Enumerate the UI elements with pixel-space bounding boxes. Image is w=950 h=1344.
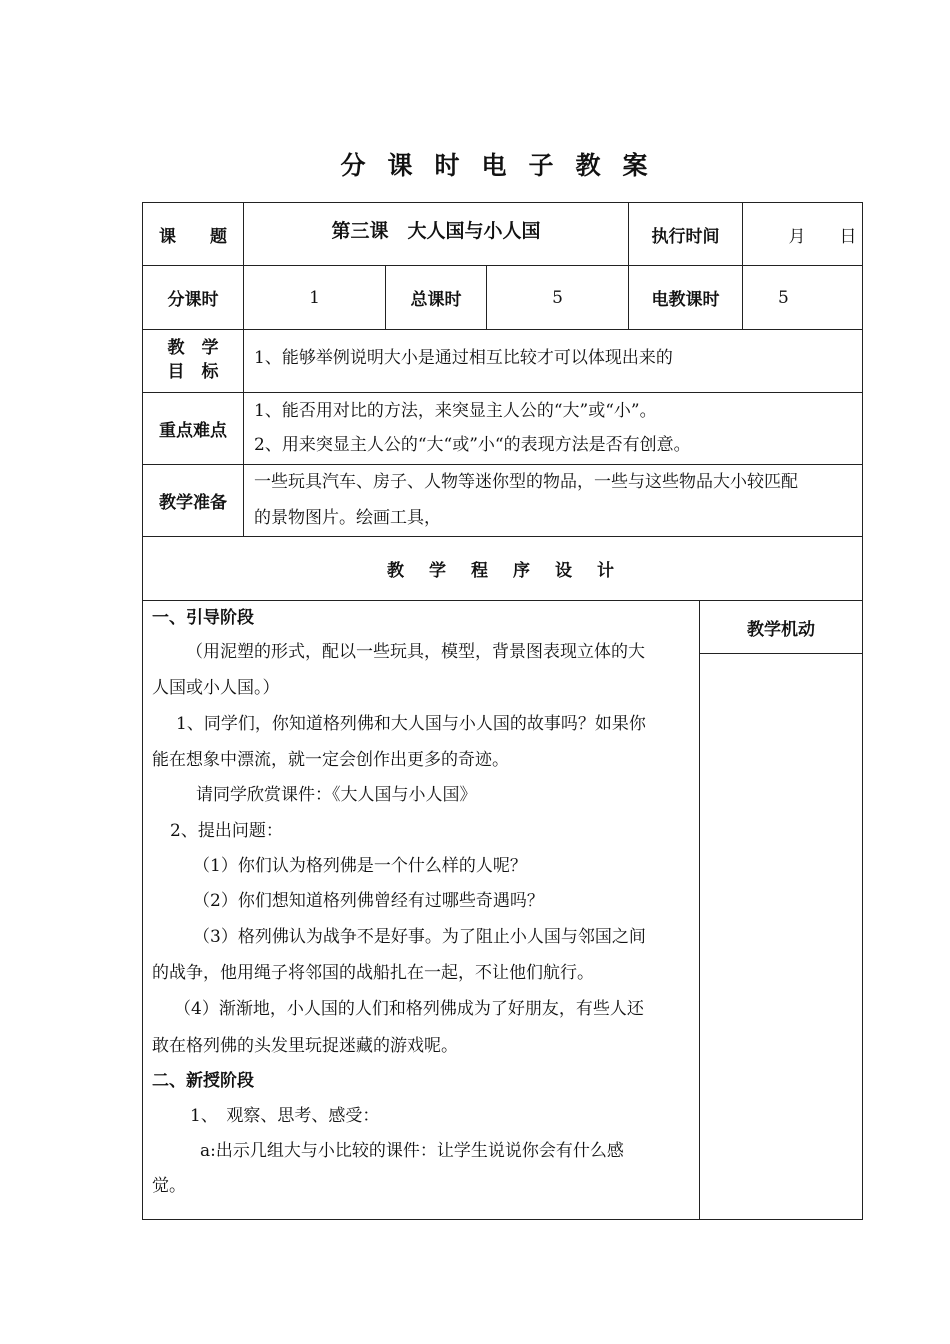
body-line: （3）格列佛认为战争不是好事。为了阻止小人国与邻国之间 [193,927,646,947]
body-line: 觉。 [152,1176,186,1196]
key-points-line-2: 2、用来突显主人公的“大“或”小“的表现方法是否有创意。 [254,435,691,455]
edu-hours-value: 5 [778,287,789,308]
body-line: 1、同学们，你知道格列佛和大人国与小人国的故事吗？如果你 [176,714,646,734]
exec-time-label: 执行时间 [651,226,720,247]
goals-label: 教 学 目 标 [167,338,219,382]
preparation-label: 教学准备 [159,493,227,513]
section-heading: 二、新授阶段 [152,1071,254,1091]
body-line: （2）你们想知道格列佛曾经有过哪些奇遇吗？ [193,891,544,911]
program-heading: 教 学 程 序 设 计 [387,561,618,581]
body-line: （用泥塑的形式，配以一些玩具，模型，背景图表现立体的大 [186,642,645,662]
topic-label: 课 题 [159,226,227,247]
body-line: 1、 观察、思考、感受： [190,1106,380,1126]
side-heading: 教学机动 [747,619,815,640]
section-heading: 一、引导阶段 [152,608,254,628]
edu-hours-label: 电教课时 [651,290,720,310]
body-line: 人国或小人国。） [152,678,280,698]
topic-value: 第三课 大人国与小人国 [331,219,541,242]
key-points-line-1: 1、能否用对比的方法，来突显主人公的“大”或“小”。 [254,401,657,421]
lesson-hours-value: 1 [309,287,320,308]
body-line: （1）你们认为格列佛是一个什么样的人呢？ [193,856,527,876]
preparation-line-2: 的景物图片。绘画工具， [254,508,441,528]
body-line: 的战争，他用绳子将邻国的战船扎在一起，不让他们航行。 [152,963,594,983]
body-line: 请同学欣赏课件：《大人国与小人国》 [196,785,477,805]
exec-time-value: 月 日 [788,226,857,247]
key-points-label: 重点难点 [159,421,227,441]
body-line: （4）渐渐地，小人国的人们和格列佛成为了好朋友，有些人还 [174,999,644,1019]
goals-text: 1、能够举例说明大小是通过相互比较才可以体现出来的 [254,348,673,368]
preparation-line-1: 一些玩具汽车、房子、人物等迷你型的物品，一些与这些物品大小较匹配 [254,472,798,492]
body-line: a:出示几组大与小比较的课件：让学生说说你会有什么感 [200,1141,624,1161]
total-hours-value: 5 [552,287,563,308]
lesson-hours-label: 分课时 [167,290,219,310]
body-line: 敢在格列佛的头发里玩捉迷藏的游戏呢。 [152,1036,458,1056]
body-line: 2、提出问题： [170,821,283,841]
document-title: 分课时电子教案 [340,151,670,180]
body-line: 能在想象中漂流，就一定会创作出更多的奇迹。 [152,750,509,770]
total-hours-label: 总课时 [410,290,462,310]
